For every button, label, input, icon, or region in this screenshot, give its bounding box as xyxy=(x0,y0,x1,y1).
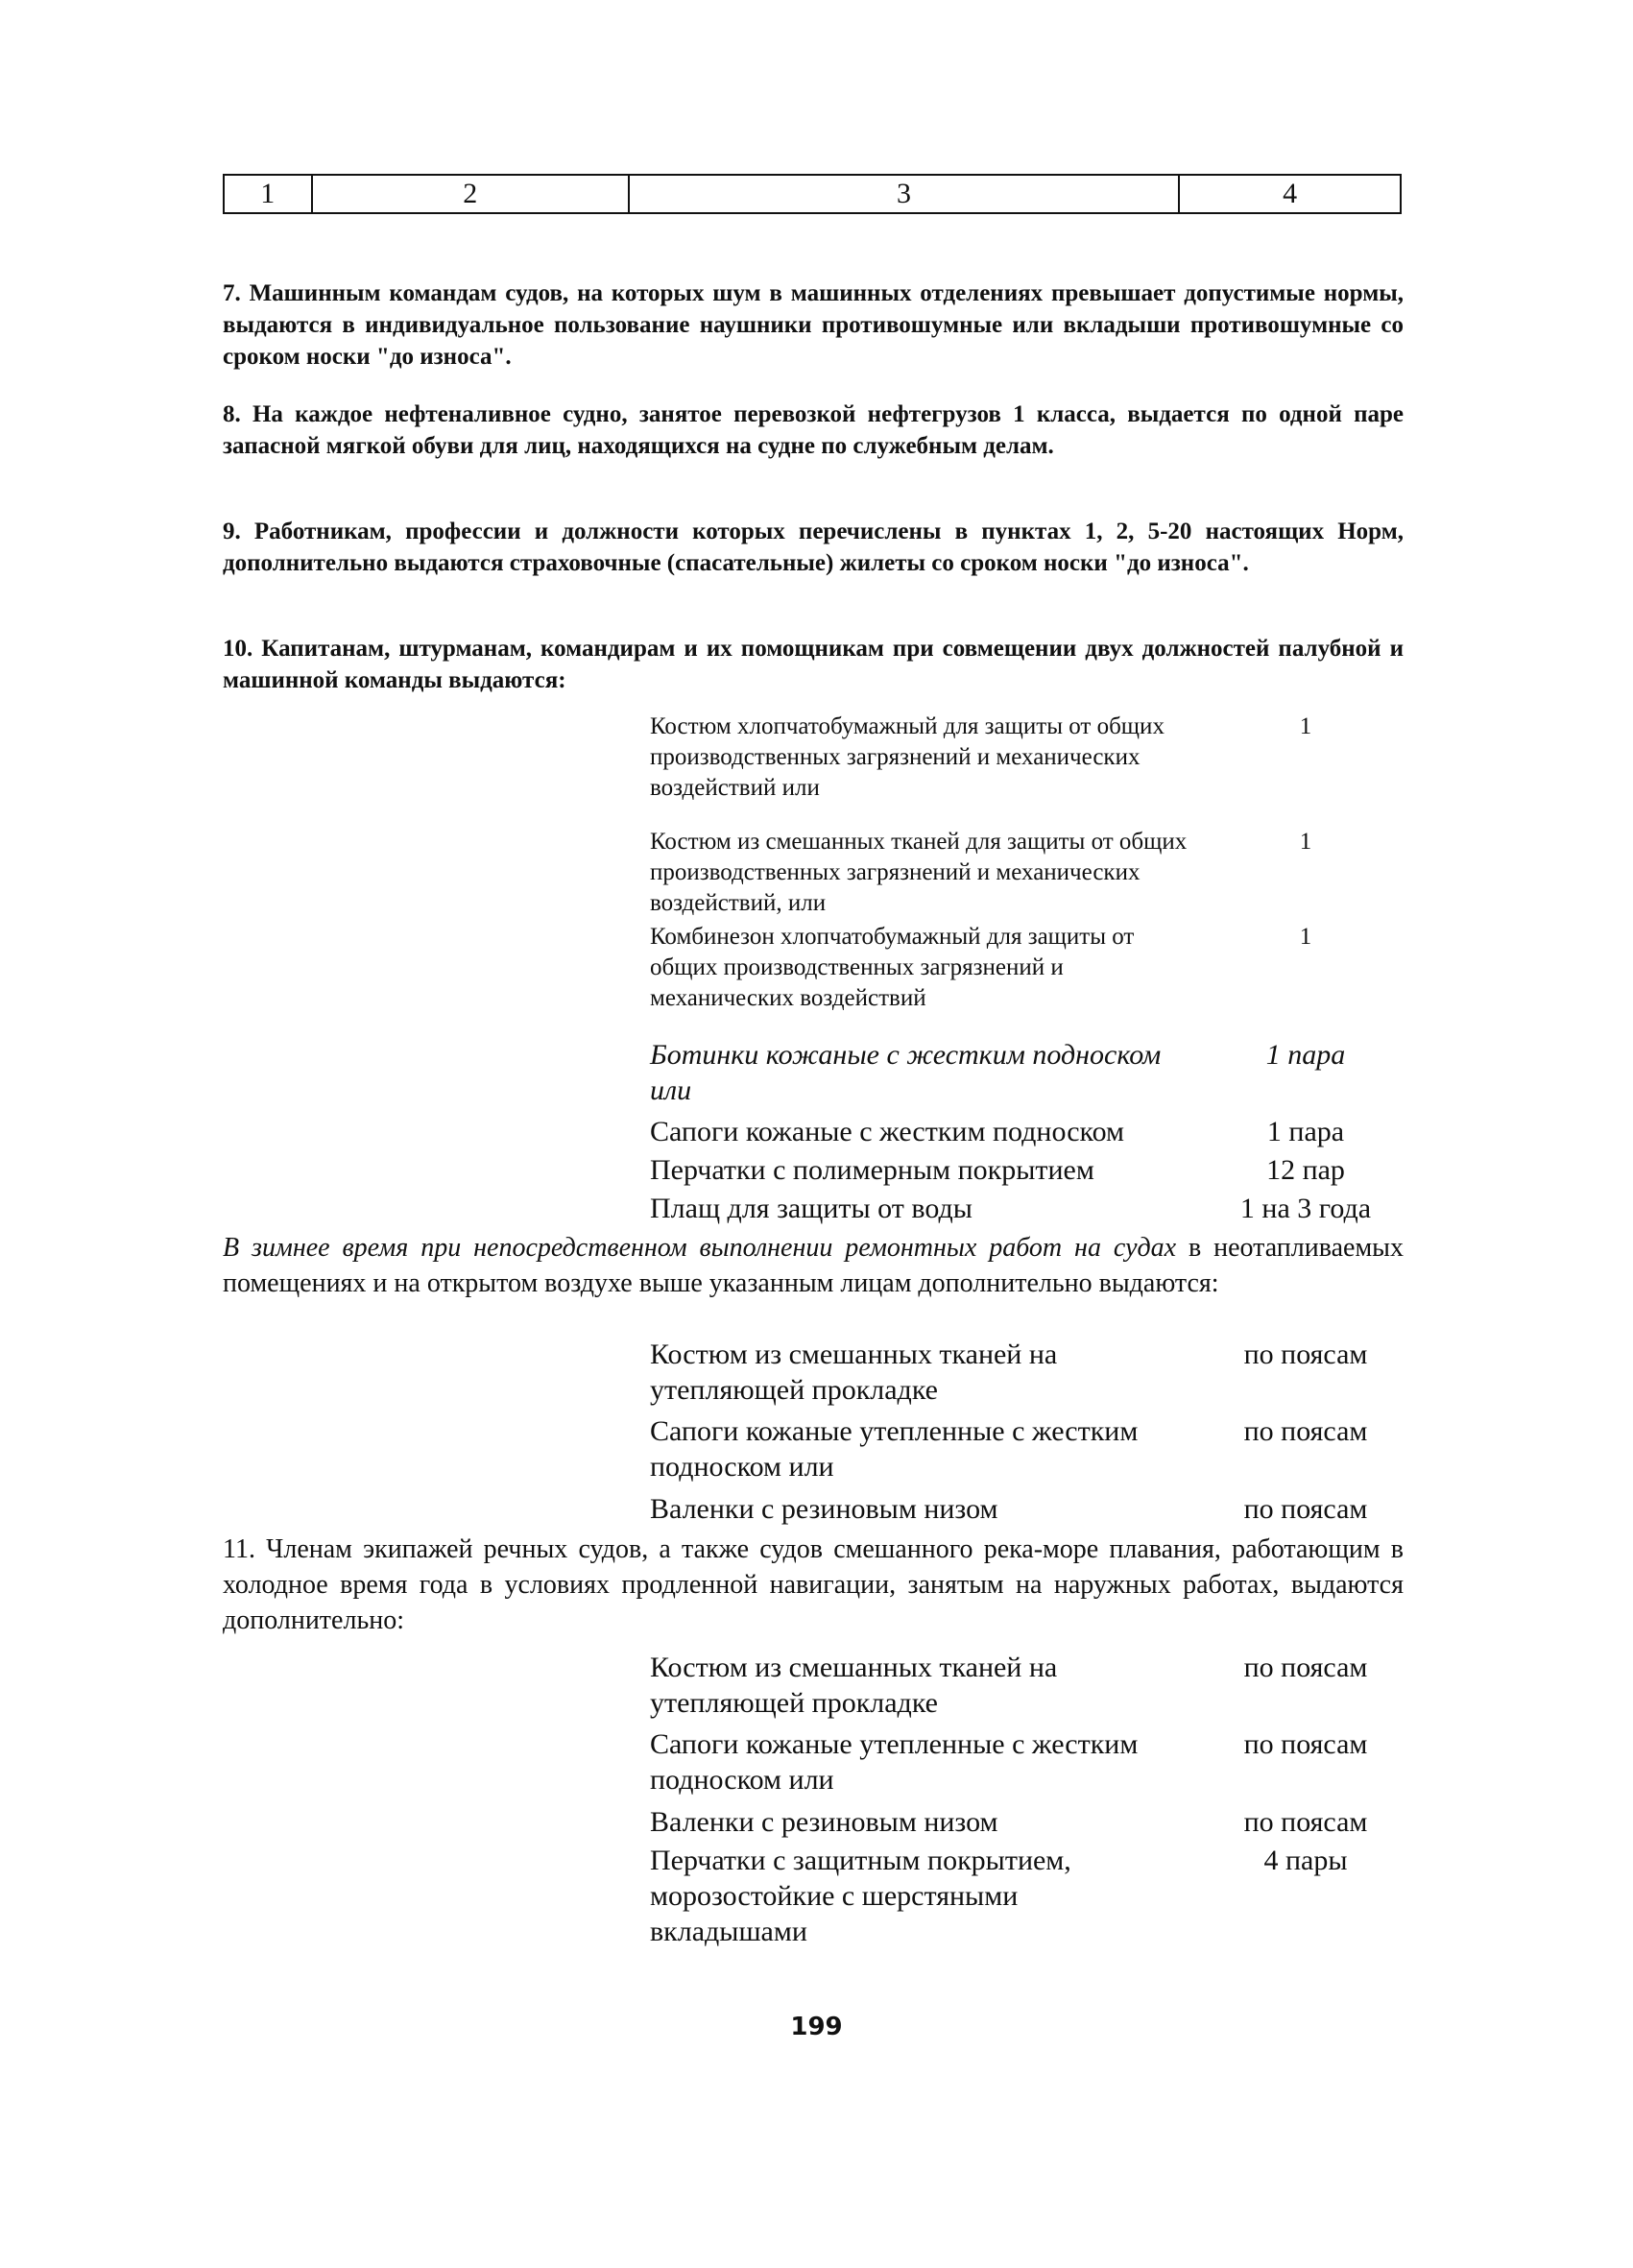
paragraph-winter xyxy=(223,1230,1404,1301)
qty-winter-3: по поясам xyxy=(1243,1493,1368,1525)
qty-10-1: 1 xyxy=(1299,713,1312,739)
qty-11-4: 4 пары xyxy=(1263,1845,1348,1876)
item-10-2: Костюм из смешанных тканей для защиты от общих производственных загрязнений и механических воздействий, или xyxy=(650,829,1188,916)
page-number: 199 xyxy=(790,2013,843,2041)
qty-10-4: 1 пара xyxy=(1265,1039,1346,1071)
header-cell-3: 3 xyxy=(630,176,1180,212)
item-11-3: Валенки с резиновым низом xyxy=(650,1806,998,1838)
item-10-4: Ботинки кожаные с жестким подноском или xyxy=(650,1039,1162,1106)
qty-10-3: 1 xyxy=(1299,924,1312,950)
qty-winter-1: по поясам xyxy=(1243,1339,1368,1370)
qty-11-2: по поясам xyxy=(1243,1728,1368,1760)
item-winter-2: Сапоги кожаные утепленные с жестким подноском или xyxy=(650,1415,1139,1483)
paragraph-7: 7. Машинным командам судов, на которых шум в машинных отделениях превышает допустимые нормы, выдаются в индивидуальное пользование наушники противошумные или вкладыши противошумные со сроком носки "до износа". xyxy=(223,280,1404,370)
qty-winter-2: по поясам xyxy=(1243,1415,1368,1447)
paragraph-winter-italic: В зимнее время при непосредственном выполнении ремонтных работ на судах xyxy=(223,1233,1177,1263)
qty-10-2: 1 xyxy=(1299,829,1312,855)
header-cell-2: 2 xyxy=(313,176,630,212)
item-11-2: Сапоги кожаные утепленные с жестким подноском или xyxy=(650,1728,1139,1796)
header-cell-1: 1 xyxy=(225,176,313,212)
header-cell-4: 4 xyxy=(1283,178,1298,209)
item-11-1: Костюм из смешанных тканей на утепляющей прокладке xyxy=(650,1652,1058,1719)
item-10-3: Комбинезон хлопчатобумажный для защиты от общих производственных загрязнений и механических воздействий xyxy=(650,924,1135,1011)
item-10-7: Плащ для защиты от воды xyxy=(650,1193,973,1224)
paragraph-10: 10. Капитанам, штурманам, командирам и их помощникам при совмещении двух должностей палубной и машинной команды выдаются: xyxy=(223,636,1404,693)
qty-10-5: 1 пара xyxy=(1266,1116,1345,1147)
column-number-header xyxy=(223,174,1402,214)
item-10-6: Перчатки с полимерным покрытием xyxy=(650,1154,1094,1186)
item-10-5: Сапоги кожаные с жестким подноском xyxy=(650,1116,1125,1147)
qty-11-1: по поясам xyxy=(1243,1652,1368,1683)
paragraph-11: 11. Членам экипажей речных судов, а также судов смешанного река-море плавания, работающим в холодное время года в условиях продленной навигации, занятым на наружных работах, выдаются дополнительно: xyxy=(223,1534,1404,1635)
item-11-4: Перчатки с защитным покрытием, морозостойкие с шерстяными вкладышами xyxy=(650,1845,1071,1947)
qty-11-3: по поясам xyxy=(1243,1806,1368,1838)
qty-10-6: 12 пар xyxy=(1266,1154,1345,1186)
paragraph-winter-rest: в неотапливаемых помещениях и на открытом воздухе выше указанным лицам дополнительно выдаются: xyxy=(223,1233,1404,1298)
item-10-1: Костюм хлопчатобумажный для защиты от общих производственных загрязнений и механических воздействий или xyxy=(650,713,1165,801)
paragraph-9: 9. Работникам, профессии и должности которых перечислены в пунктах 1, 2, 5-20 настоящих Норм, дополнительно выдаются страховочные (спасательные) жилеты со сроком носки "до износа". xyxy=(223,519,1404,576)
qty-10-7: 1 на 3 года xyxy=(1239,1193,1372,1224)
item-winter-1: Костюм из смешанных тканей на утепляющей прокладке xyxy=(650,1339,1058,1406)
item-winter-3: Валенки с резиновым низом xyxy=(650,1493,998,1525)
paragraph-8: 8. На каждое нефтеналивное судно, занятое перевозкой нефтегрузов 1 класса, выдается по одной паре запасной мягкой обуви для лиц, находящихся на судне по служебным делам. xyxy=(223,401,1404,459)
